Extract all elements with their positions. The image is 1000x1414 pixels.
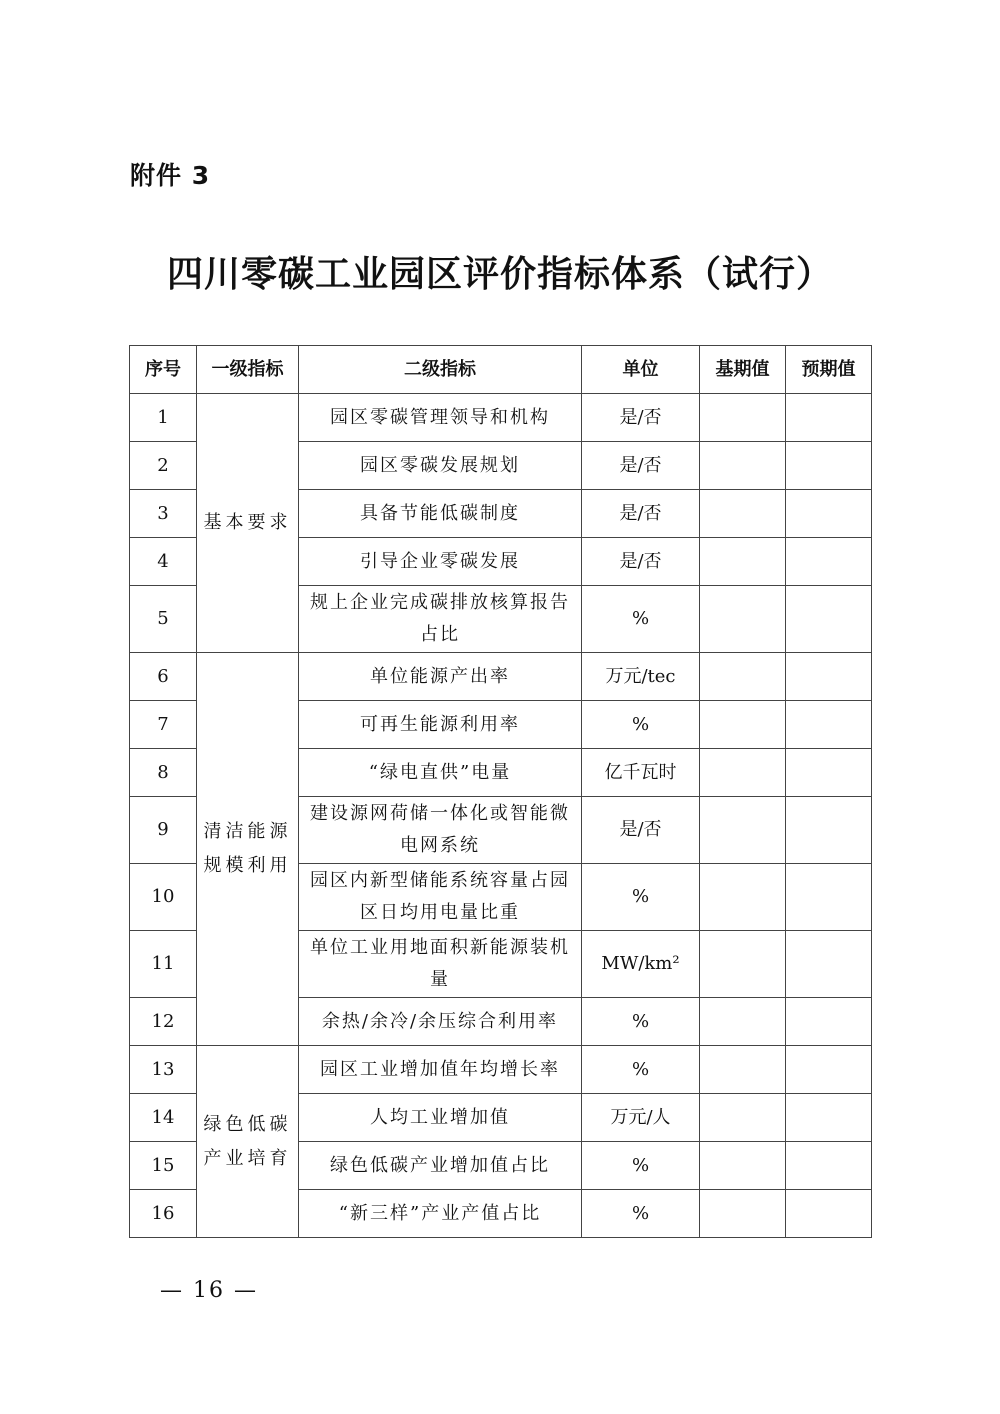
unit-cell: 是/否 bbox=[582, 490, 700, 538]
baseline-value-cell bbox=[700, 653, 786, 701]
unit-cell: % bbox=[582, 864, 700, 931]
expected-value-cell bbox=[786, 931, 872, 998]
baseline-value-cell bbox=[700, 1094, 786, 1142]
secondary-indicator: 园区工业增加值年均增长率 bbox=[299, 1046, 582, 1094]
expected-value-cell bbox=[786, 1190, 872, 1238]
row-index: 12 bbox=[130, 998, 197, 1046]
row-index: 16 bbox=[130, 1190, 197, 1238]
baseline-value-cell bbox=[700, 701, 786, 749]
unit-cell: 是/否 bbox=[582, 442, 700, 490]
document-title: 四川零碳工业园区评价指标体系（试行） bbox=[166, 254, 833, 295]
row-index: 14 bbox=[130, 1094, 197, 1142]
category-green-industry: 绿色低碳产业培育 bbox=[197, 1046, 299, 1238]
category-basic-requirements: 基本要求 bbox=[197, 394, 299, 653]
baseline-value-cell bbox=[700, 864, 786, 931]
baseline-value-cell bbox=[700, 1046, 786, 1094]
row-index: 8 bbox=[130, 749, 197, 797]
expected-value-cell bbox=[786, 864, 872, 931]
unit-cell: % bbox=[582, 1046, 700, 1094]
secondary-indicator: 建设源网荷储一体化或智能微电网系统 bbox=[299, 797, 582, 864]
secondary-indicator: “绿电直供”电量 bbox=[299, 749, 582, 797]
secondary-indicator: 余热/余冷/余压综合利用率 bbox=[299, 998, 582, 1046]
expected-value-cell bbox=[786, 749, 872, 797]
unit-cell: % bbox=[582, 998, 700, 1046]
expected-value-cell bbox=[786, 490, 872, 538]
unit-cell: MW/km² bbox=[582, 931, 700, 998]
row-index: 2 bbox=[130, 442, 197, 490]
header-baseline-value: 基期值 bbox=[700, 346, 786, 394]
baseline-value-cell bbox=[700, 931, 786, 998]
unit-cell: % bbox=[582, 1190, 700, 1238]
baseline-value-cell bbox=[700, 797, 786, 864]
header-expected-value: 预期值 bbox=[786, 346, 872, 394]
expected-value-cell bbox=[786, 653, 872, 701]
header-index: 序号 bbox=[130, 346, 197, 394]
secondary-indicator: 园区内新型储能系统容量占园区日均用电量比重 bbox=[299, 864, 582, 931]
secondary-indicator: 可再生能源利用率 bbox=[299, 701, 582, 749]
secondary-indicator: 单位能源产出率 bbox=[299, 653, 582, 701]
row-index: 6 bbox=[130, 653, 197, 701]
unit-cell: % bbox=[582, 701, 700, 749]
baseline-value-cell bbox=[700, 998, 786, 1046]
unit-cell: % bbox=[582, 1142, 700, 1190]
header-secondary-indicator: 二级指标 bbox=[299, 346, 582, 394]
baseline-value-cell bbox=[700, 442, 786, 490]
unit-cell: 是/否 bbox=[582, 394, 700, 442]
secondary-indicator: 园区零碳管理领导和机构 bbox=[299, 394, 582, 442]
baseline-value-cell bbox=[700, 586, 786, 653]
secondary-indicator: 人均工业增加值 bbox=[299, 1094, 582, 1142]
row-index: 9 bbox=[130, 797, 197, 864]
secondary-indicator: “新三样”产业产值占比 bbox=[299, 1190, 582, 1238]
baseline-value-cell bbox=[700, 394, 786, 442]
unit-cell: 万元/人 bbox=[582, 1094, 700, 1142]
unit-cell: % bbox=[582, 586, 700, 653]
row-index: 4 bbox=[130, 538, 197, 586]
table-row bbox=[130, 1046, 872, 1094]
baseline-value-cell bbox=[700, 490, 786, 538]
baseline-value-cell bbox=[700, 1190, 786, 1238]
unit-cell: 亿千瓦时 bbox=[582, 749, 700, 797]
expected-value-cell bbox=[786, 701, 872, 749]
row-index: 10 bbox=[130, 864, 197, 931]
row-index: 7 bbox=[130, 701, 197, 749]
secondary-indicator: 引导企业零碳发展 bbox=[299, 538, 582, 586]
secondary-indicator: 单位工业用地面积新能源装机量 bbox=[299, 931, 582, 998]
category-clean-energy: 清洁能源规模利用 bbox=[197, 653, 299, 1046]
header-unit: 单位 bbox=[582, 346, 700, 394]
unit-cell: 万元/tec bbox=[582, 653, 700, 701]
expected-value-cell bbox=[786, 586, 872, 653]
expected-value-cell bbox=[786, 442, 872, 490]
row-index: 5 bbox=[130, 586, 197, 653]
page-number: — 16 — bbox=[160, 1278, 258, 1303]
table-row bbox=[130, 653, 872, 701]
row-index: 11 bbox=[130, 931, 197, 998]
table-row bbox=[130, 394, 872, 442]
expected-value-cell bbox=[786, 1142, 872, 1190]
row-index: 15 bbox=[130, 1142, 197, 1190]
row-index: 3 bbox=[130, 490, 197, 538]
secondary-indicator: 具备节能低碳制度 bbox=[299, 490, 582, 538]
row-index: 13 bbox=[130, 1046, 197, 1094]
row-index: 1 bbox=[130, 394, 197, 442]
expected-value-cell bbox=[786, 538, 872, 586]
expected-value-cell bbox=[786, 394, 872, 442]
secondary-indicator: 规上企业完成碳排放核算报告占比 bbox=[299, 586, 582, 653]
expected-value-cell bbox=[786, 797, 872, 864]
table-header-row bbox=[130, 346, 872, 394]
baseline-value-cell bbox=[700, 1142, 786, 1190]
baseline-value-cell bbox=[700, 749, 786, 797]
indicator-table bbox=[129, 345, 872, 1238]
baseline-value-cell bbox=[700, 538, 786, 586]
header-primary-indicator: 一级指标 bbox=[197, 346, 299, 394]
unit-cell: 是/否 bbox=[582, 538, 700, 586]
expected-value-cell bbox=[786, 1046, 872, 1094]
secondary-indicator: 绿色低碳产业增加值占比 bbox=[299, 1142, 582, 1190]
secondary-indicator: 园区零碳发展规划 bbox=[299, 442, 582, 490]
expected-value-cell bbox=[786, 998, 872, 1046]
attachment-label: 附件 3 bbox=[130, 161, 211, 190]
unit-cell: 是/否 bbox=[582, 797, 700, 864]
expected-value-cell bbox=[786, 1094, 872, 1142]
